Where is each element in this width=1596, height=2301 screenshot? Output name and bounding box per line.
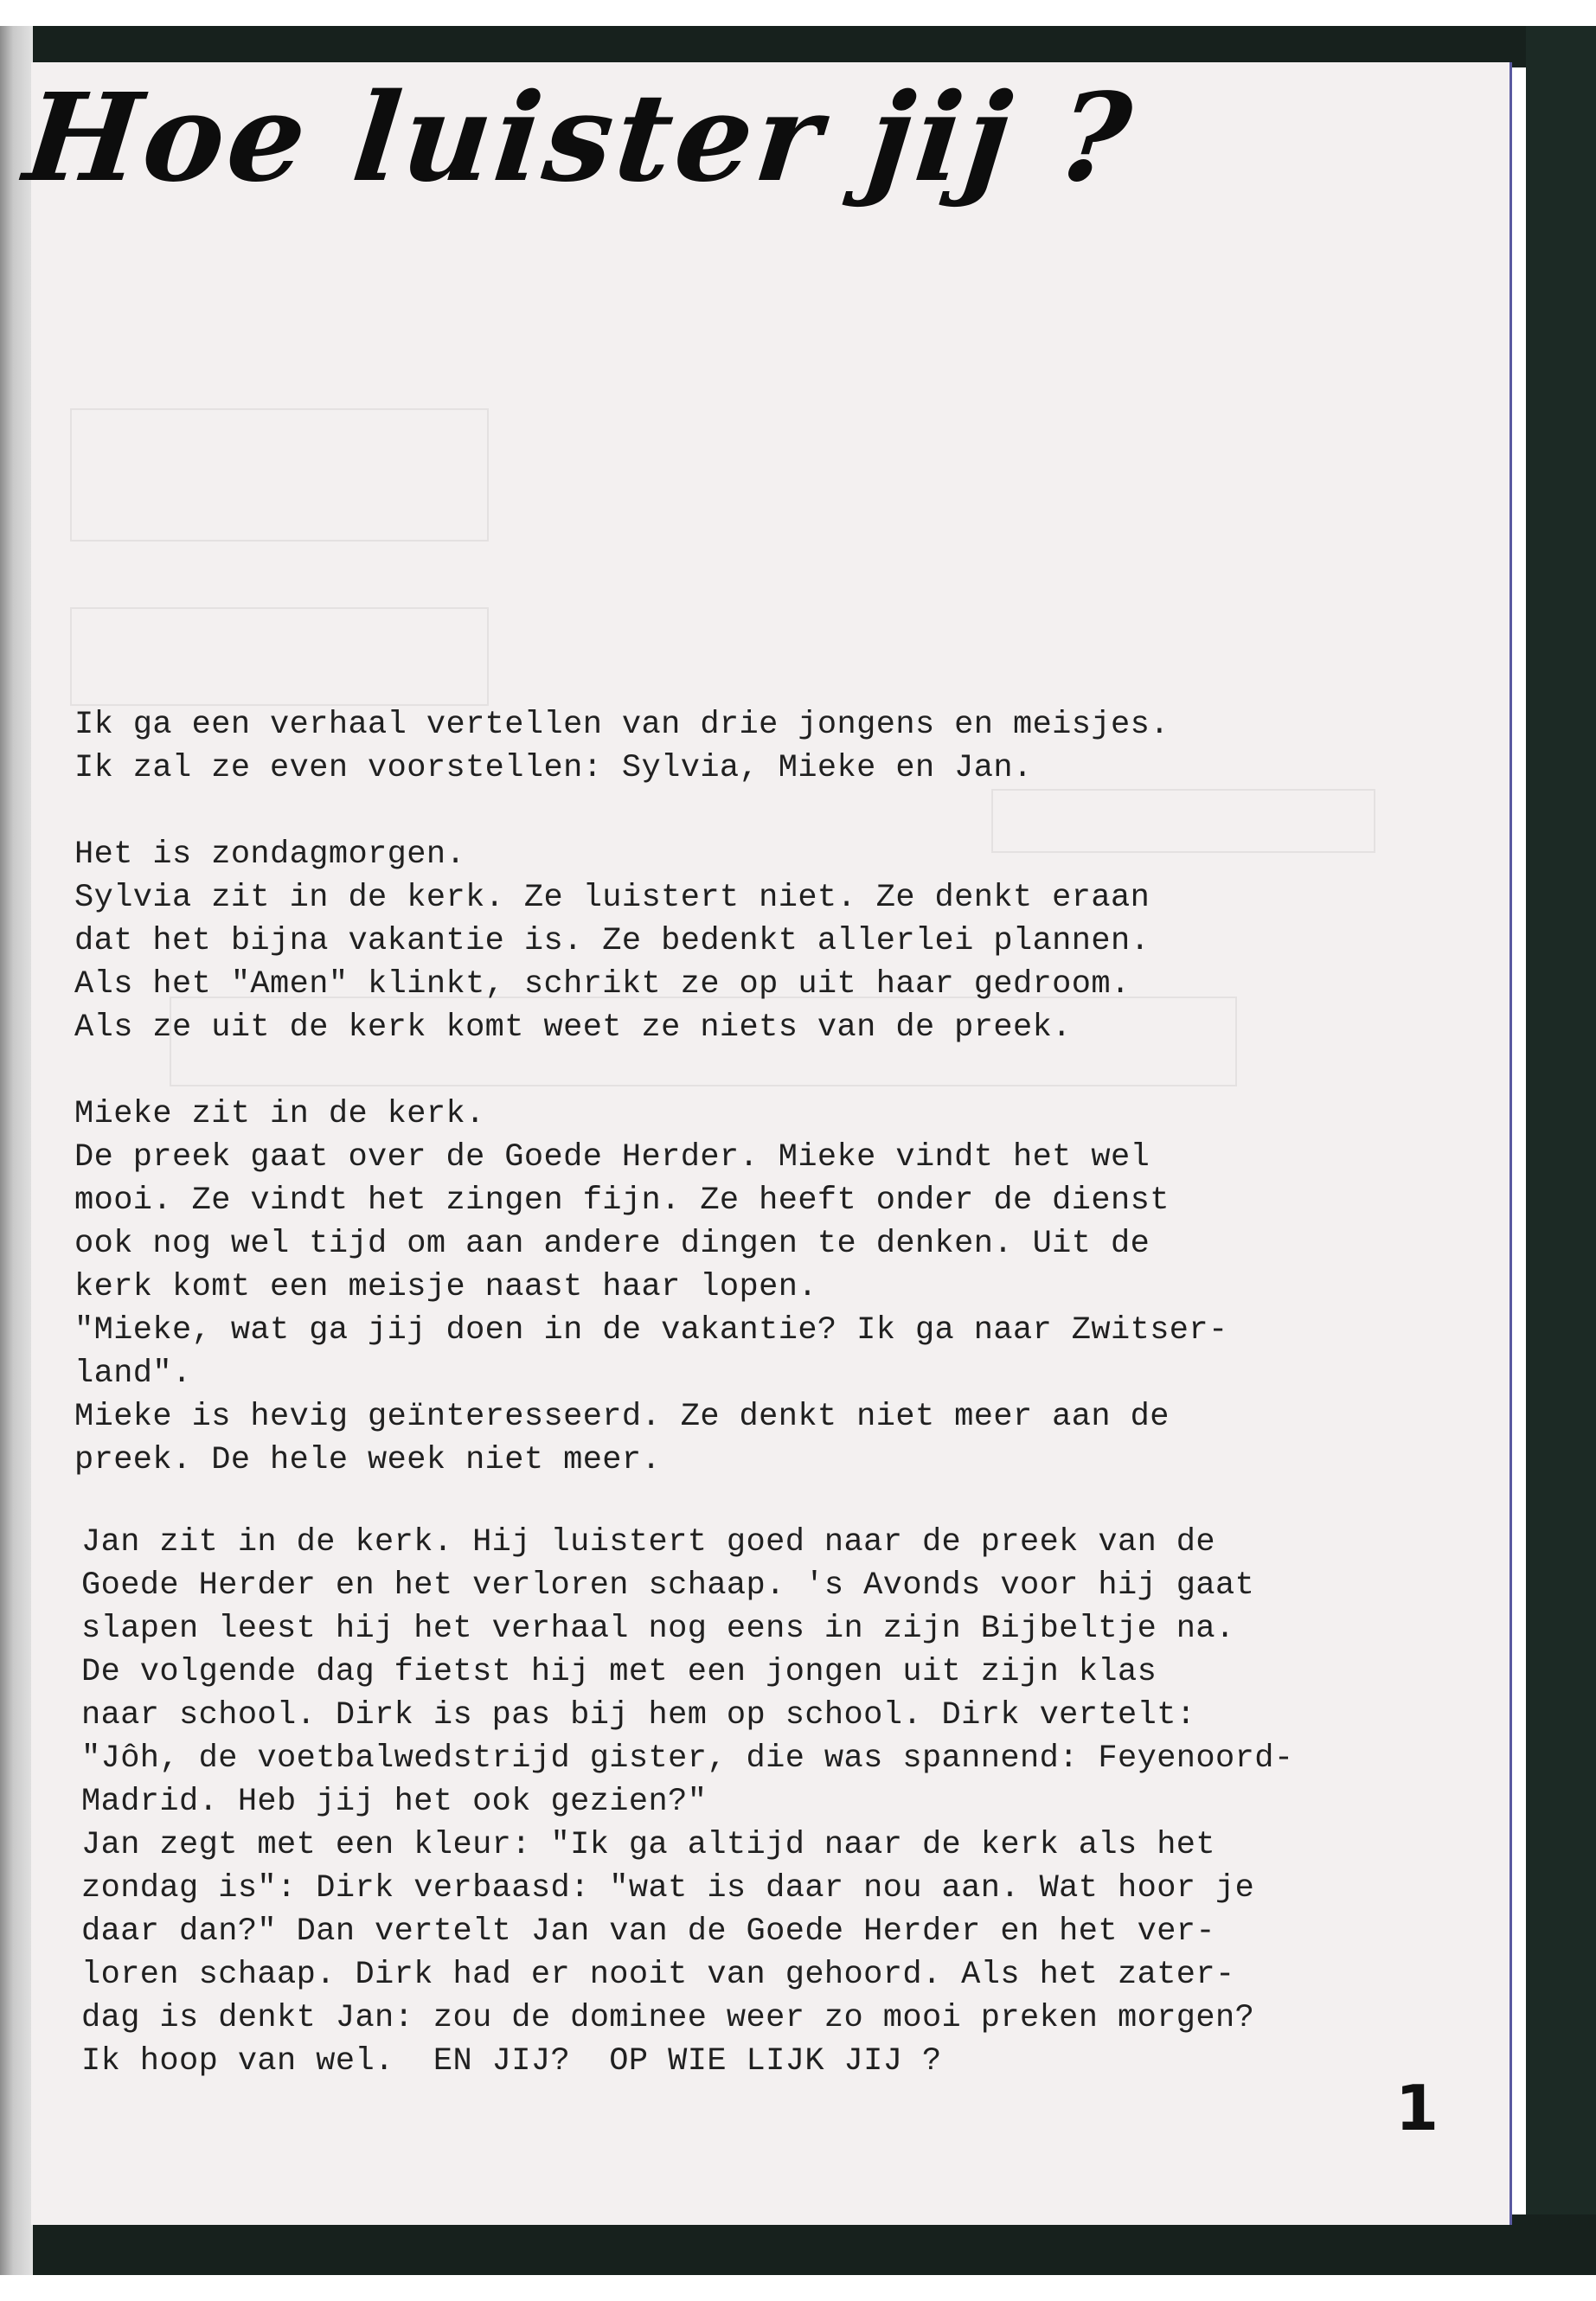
text-line: Ik ga een verhaal vertellen van drie jongens en meisjes. (74, 707, 1170, 743)
text-line: kerk komt een meisje naast haar lopen. (74, 1269, 817, 1305)
text-line: Sylvia zit in de kerk. Ze luistert niet. Ze denkt eraan (74, 880, 1151, 916)
text-line: Het is zondagmorgen. (74, 836, 466, 873)
text-line: Jan zegt met een kleur: "Ik ga altijd naar de kerk als het (81, 1827, 1216, 1863)
text-line: "Jôh, de voetbalwedstrijd gister, die was spannend: Feyenoord- (81, 1740, 1294, 1777)
text-line: naar school. Dirk is pas bij hem op school. Dirk vertelt: (81, 1697, 1196, 1734)
text-line: zondag is": Dirk verbaasd: "wat is daar nou aan. Wat hoor je (81, 1870, 1255, 1907)
bleed-through-box (70, 607, 489, 706)
text-line: "Mieke, wat ga jij doen in de vakantie? Ik ga naar Zwitser- (74, 1312, 1228, 1349)
bleed-through-box (991, 789, 1375, 853)
text-line: Madrid. Heb jij het ook gezien?" (81, 1784, 708, 1820)
text-line: loren schaap. Dirk had er nooit van gehoord. Als het zater- (81, 1957, 1235, 1993)
text-line: dat het bijna vakantie is. Ze bedenkt allerlei plannen. (74, 923, 1151, 959)
book-cover-right (1526, 26, 1596, 2275)
book-cover-top (0, 26, 1596, 67)
book-binding-edge (0, 26, 33, 2275)
text-line: Mieke zit in de kerk. (74, 1096, 485, 1132)
text-line: Jan zit in de kerk. Hij luistert goed naar de preek van de (81, 1524, 1216, 1561)
text-line: Ik zal ze even voorstellen: Sylvia, Mieke en Jan. (74, 750, 1033, 786)
text-line: Ik hoop van wel. EN JIJ? OP WIE LIJK JIJ ? (81, 2043, 942, 2080)
text-line: De preek gaat over de Goede Herder. Mieke vindt het wel (74, 1139, 1151, 1176)
bleed-through-box (70, 408, 489, 542)
text-line: Als ze uit de kerk komt weet ze niets van de preek. (74, 1009, 1072, 1046)
text-line: ook nog wel tijd om aan andere dingen te denken. Uit de (74, 1226, 1151, 1262)
text-line: Mieke is hevig geïnteresseerd. Ze denkt niet meer aan de (74, 1399, 1170, 1435)
text-line: slapen leest hij het verhaal nog eens in zijn Bijbeltje na. (81, 1611, 1235, 1647)
text-line: Goede Herder en het verloren schaap. 's Avonds voor hij gaat (81, 1567, 1255, 1604)
page-title: Hoe luister jij ? (18, 67, 1141, 209)
text-line: Als het "Amen" klinkt, schrikt ze op uit haar gedroom. (74, 966, 1131, 1003)
text-line: preek. De hele week niet meer. (74, 1442, 662, 1478)
text-line: daar dan?" Dan vertelt Jan van de Goede Herder en het ver- (81, 1913, 1216, 1950)
text-line: De volgende dag fietst hij met een jongen uit zijn klas (81, 1654, 1157, 1690)
text-line: dag is denkt Jan: zou de dominee weer zo mooi preken morgen? (81, 2000, 1255, 2036)
text-line: mooi. Ze vindt het zingen fijn. Ze heeft onder de dienst (74, 1183, 1170, 1219)
text-line: land". (74, 1356, 192, 1392)
page-number: 1 (1395, 2072, 1439, 2144)
